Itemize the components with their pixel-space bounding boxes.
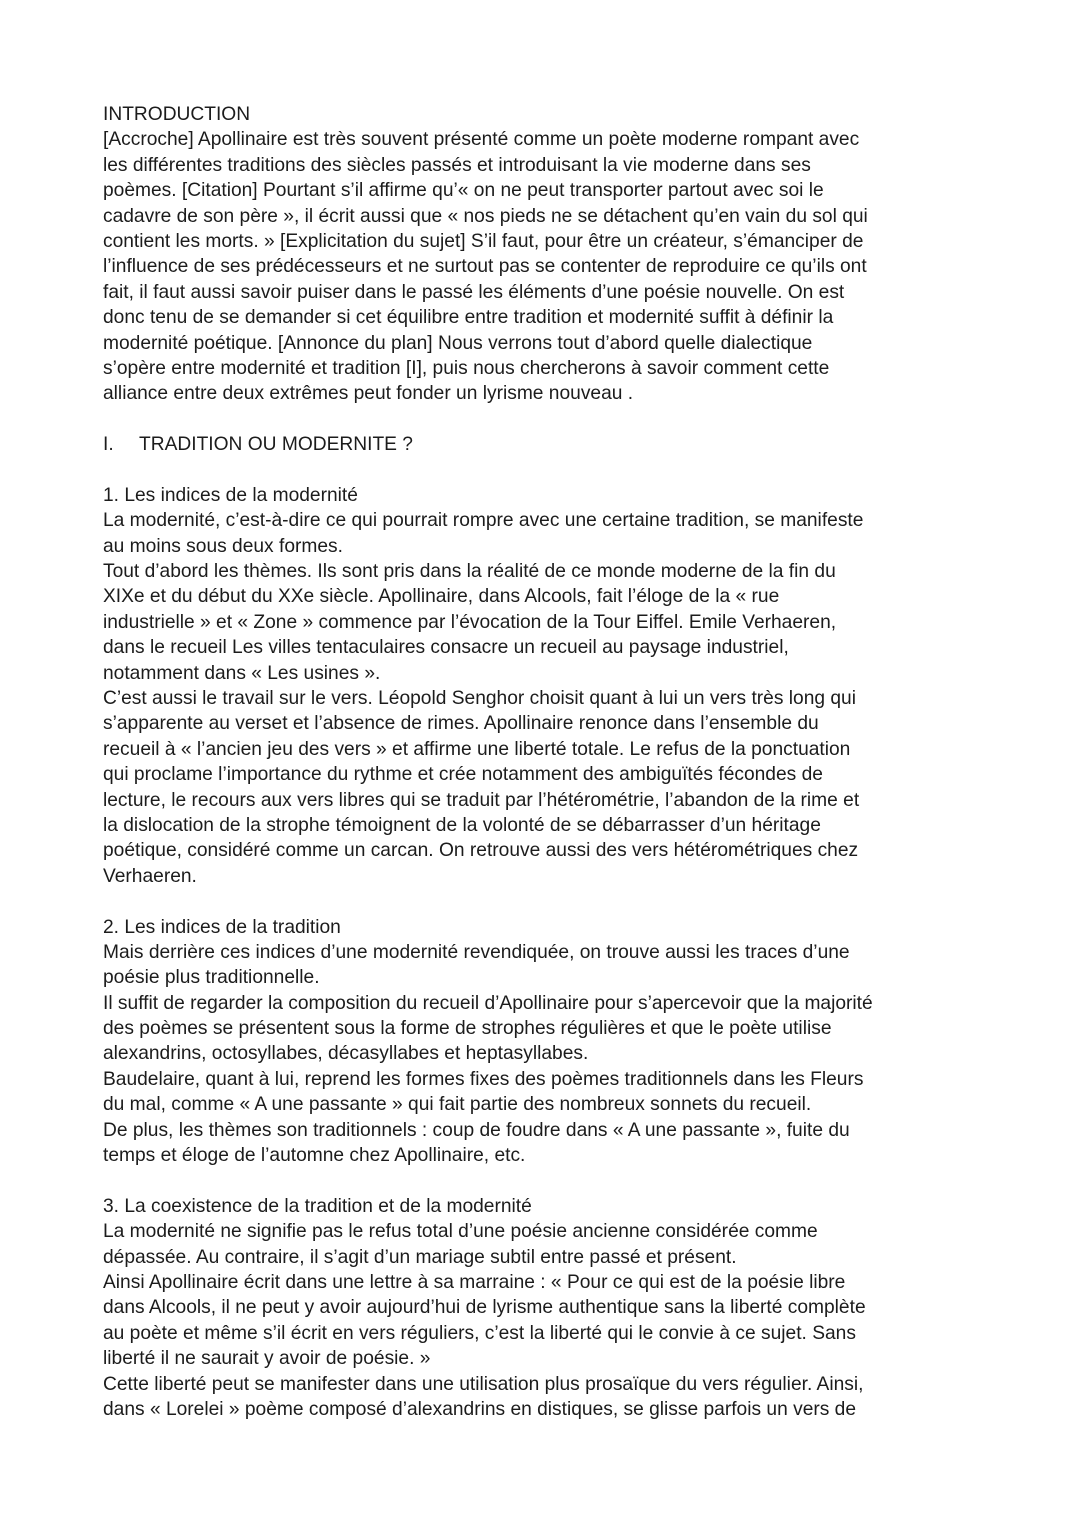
body-line: la dislocation de la strophe témoignent de la volonté de se débarrasser d’un héritage [103, 814, 821, 836]
intro-line: les différentes traditions des siècles passés et introduisant la vie moderne dans ses [103, 154, 811, 176]
body-line: dans « Lorelei » poème composé d’alexandrins en distiques, se glisse parfois un vers de [103, 1398, 857, 1420]
body-line: La modernité ne signifie pas le refus total d’une poésie ancienne considérée comme [103, 1221, 818, 1243]
intro-paragraph [103, 127, 993, 406]
section-heading: 2. Les indices de la tradition [103, 916, 341, 938]
body-line: C’est aussi le travail sur le vers. Léopold Senghor choisit quant à lui un vers très long qui [103, 687, 856, 709]
body-line: Il suffit de regarder la composition du recueil d’Apollinaire pour s’apercevoir que la majorité [103, 992, 873, 1014]
body-line: dans Alcools, il ne peut y avoir aujourd’hui de lyrisme authentique sans la liberté complète [103, 1297, 866, 1319]
section-1-body [103, 508, 993, 889]
body-line: dépassée. Au contraire, il s’agit d’un mariage subtil entre passé et présent. [103, 1246, 737, 1268]
body-line: XIXe et du début du XXe siècle. Apollinaire, dans Alcools, fait l’éloge de la « rue [103, 586, 780, 608]
body-line: s’apparente au verset et l’absence de rimes. Apollinaire renonce dans l’ensemble du [103, 713, 819, 735]
body-line: recueil à « l’ancien jeu des vers » et affirme une liberté totale. Le refus de la ponctuation [103, 738, 851, 760]
part-title: TRADITION OU MODERNITE ? [139, 434, 413, 456]
body-line: du mal, comme « A une passante » qui fait partie des nombreux sonnets du recueil. [103, 1094, 812, 1116]
intro-line: cadavre de son père », il écrit aussi que « nos pieds ne se détachent qu’en vain du sol qui [103, 205, 868, 227]
body-line: La modernité, c’est-à-dire ce qui pourrait rompre avec une certaine tradition, se manifeste [103, 510, 864, 532]
intro-heading: INTRODUCTION [103, 104, 251, 125]
part-number: I. [103, 434, 114, 456]
body-line: Verhaeren. [103, 865, 197, 887]
body-line: au poète et même s’il écrit en vers réguliers, c’est la liberté qui le convie à ce sujet. Sans [103, 1322, 856, 1344]
intro-line: s’opère entre modernité et tradition [I], puis nous chercherons à savoir comment cette [103, 357, 830, 379]
body-line: Mais derrière ces indices d’une modernité revendiquée, on trouve aussi les traces d’une [103, 941, 850, 963]
body-line: industrielle » et « Zone » commence par l’évocation de la Tour Eiffel. Emile Verhaeren, [103, 611, 837, 633]
body-line: Ainsi Apollinaire écrit dans une lettre à sa marraine : « Pour ce qui est de la poésie libre [103, 1271, 846, 1293]
body-line: au moins sous deux formes. [103, 535, 343, 557]
intro-line: fait, il faut aussi savoir puiser dans le passé les éléments d’une poésie nouvelle. On est [103, 281, 845, 303]
intro-line: l’influence de ses prédécesseurs et ne surtout pas se contenter de reproduire ce qu’ils ont [103, 256, 867, 278]
intro-line: poèmes. [Citation] Pourtant s’il affirme qu’« on ne peut transporter partout avec soi le [103, 180, 824, 202]
body-line: notamment dans « Les usines ». [103, 662, 381, 684]
section-heading: 3. La coexistence de la tradition et de la modernité [103, 1195, 532, 1217]
body-line: qui proclame l’importance du rythme et crée notamment des ambiguïtés fécondes de [103, 764, 823, 786]
section-2-body [103, 940, 993, 1169]
document-page [103, 102, 993, 1422]
body-line: Cette liberté peut se manifester dans une utilisation plus prosaïque du vers régulier. Ainsi, [103, 1373, 864, 1395]
body-line: Tout d’abord les thèmes. Ils sont pris dans la réalité de ce monde moderne de la fin du [103, 561, 836, 583]
body-line: De plus, les thèmes son traditionnels : coup de foudre dans « A une passante », fuite du [103, 1119, 850, 1141]
body-line: liberté il ne saurait y avoir de poésie. » [103, 1348, 431, 1370]
intro-line: alliance entre deux extrêmes peut fonder un lyrisme nouveau . [103, 383, 634, 405]
intro-line: donc tenu de se demander si cet équilibre entre tradition et modernité suffit à définir la [103, 307, 834, 329]
spacer [103, 457, 993, 482]
body-line: temps et éloge de l’automne chez Apollinaire, etc. [103, 1145, 526, 1167]
intro-line: contient les morts. » [Explicitation du sujet] S’il faut, pour être un créateur, s’émanciper de [103, 230, 864, 252]
spacer [103, 1168, 993, 1193]
spacer [103, 889, 993, 914]
spacer [103, 407, 993, 432]
body-line: lecture, le recours aux vers libres qui se traduit par l’hétérométrie, l’abandon de la rime et [103, 789, 860, 811]
section-3-body [103, 1219, 993, 1422]
part-heading [103, 432, 993, 457]
intro-line: [Accroche] Apollinaire est très souvent présenté comme un poète moderne rompant avec [103, 129, 860, 151]
body-line: poétique, considéré comme un carcan. On retrouve aussi des vers hétérométriques chez [103, 840, 859, 862]
body-line: alexandrins, octosyllabes, décasyllabes et heptasyllabes. [103, 1043, 589, 1065]
body-line: poésie plus traditionnelle. [103, 967, 320, 989]
body-line: des poèmes se présentent sous la forme de strophes régulières et que le poète utilise [103, 1018, 832, 1040]
section-heading: 1. Les indices de la modernité [103, 484, 358, 506]
body-line: Baudelaire, quant à lui, reprend les formes fixes des poèmes traditionnels dans les Fleurs [103, 1068, 864, 1090]
intro-line: modernité poétique. [Annonce du plan] Nous verrons tout d’abord quelle dialectique [103, 332, 813, 354]
body-line: dans le recueil Les villes tentaculaires consacre un recueil au paysage industriel, [103, 637, 789, 659]
